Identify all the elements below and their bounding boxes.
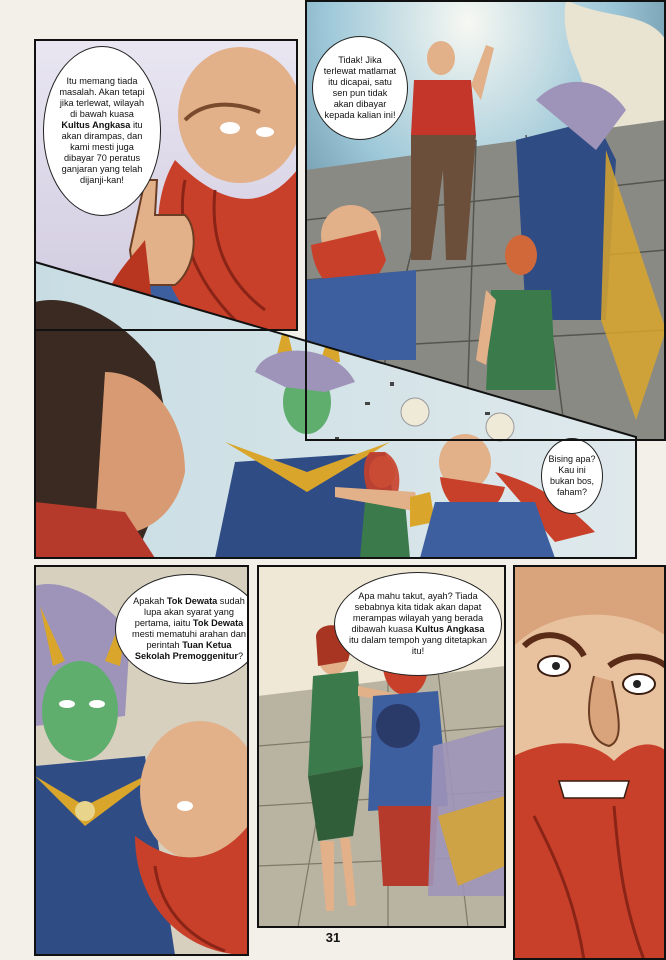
panel-3-wide-confrontation [35, 262, 636, 558]
speech-text: Apakah Tok Dewata sudah lupa akan syarat yang pertama, iaitu Tok Dewata mesti mematuhi arahan dan perintah Tuan Ketua Sekolah Premoggenitur? [132, 595, 246, 662]
speech-text: Apa mahu takut, ayah? Tiada sebabnya kita tidak akan dapat merampas wilayah yang berada dibawah kuasa Kultus Angkasa itu dalam tempoh yang ditetapkan itu! [349, 590, 487, 657]
panel-4-green-man [35, 566, 248, 955]
speech-bubble [43, 46, 161, 216]
speech-bubble [541, 438, 603, 514]
page-number: 31 [325, 930, 341, 945]
speech-bubble [334, 572, 502, 676]
panel-5-woman-confronts [258, 566, 505, 927]
panel-3-artwork [35, 262, 636, 558]
speech-text: Itu memang tiada masalah. Akan tetapi jika terlewat, wilayah di bawah kuasa Kultus Angkasa itu akan dirampas, dan kami mesti juga dibayar 70 peratus ganjaran yang telah dijanji-kan! [59, 75, 145, 186]
speech-bubble [312, 36, 408, 140]
speech-text: Tidak! Jika terlewat matlamat itu dicapai, satu sen pun tidak akan dibayar kepada kalian ini! [323, 54, 397, 121]
panel-6-artwork [514, 566, 666, 960]
panel-6-angry-closeup [514, 566, 666, 960]
speech-text: Bising apa? Kau ini bukan bos, faham? [548, 454, 596, 497]
